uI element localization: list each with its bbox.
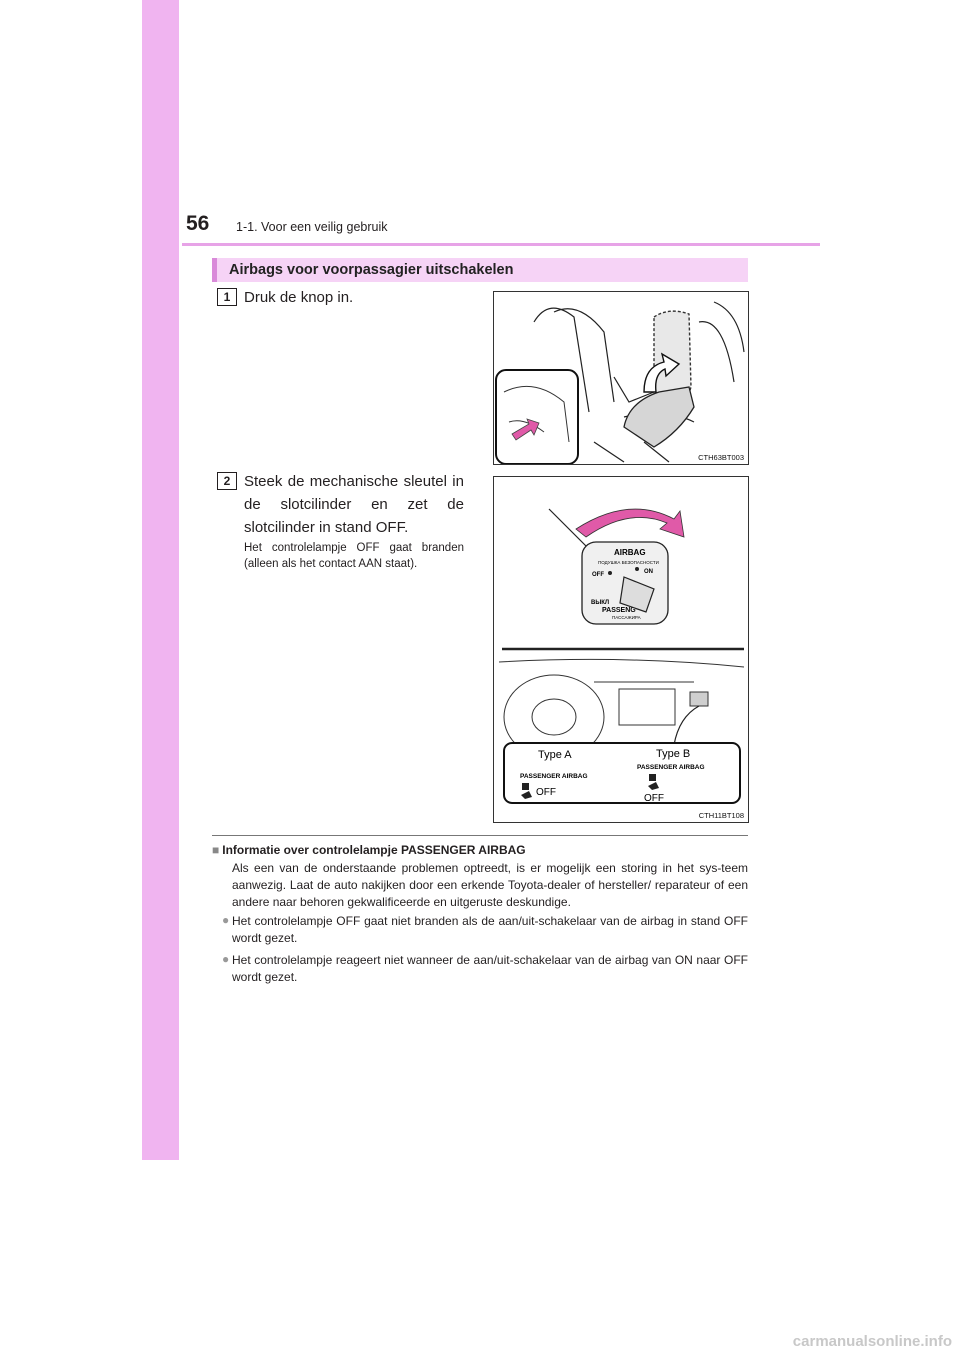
car-seats-illustration	[494, 292, 749, 465]
switch-passenger-ru-text: ПАССАЖИРА	[612, 615, 641, 620]
section-divider	[212, 835, 748, 836]
armrest	[624, 387, 694, 447]
chapter-title: 1-1. Voor een veilig gebruik	[236, 220, 388, 234]
step-1-text: Druk de knop in.	[244, 289, 354, 306]
figure-2-code: CTH11BT108	[698, 811, 744, 820]
header-rule	[182, 243, 820, 246]
figure-button-location	[493, 291, 749, 465]
type-a-off-text: OFF	[536, 787, 556, 798]
step-2-text: Steek de mechanische sleutel in de slotcilinder en zet de slotcilinder in stand OFF.	[244, 473, 464, 536]
info-heading-text: Informatie over controlelampje PASSENGER AIRBAG	[222, 843, 526, 857]
section-header	[212, 258, 748, 282]
circle-bullet-icon: ●	[222, 913, 230, 927]
section-title: Airbags voor voorpassagier uitschakelen	[229, 262, 514, 278]
square-bullet-icon: ■	[212, 843, 220, 857]
info-bullet-1: Het controlelampje OFF gaat niet branden als de aan/uit-schakelaar van de airbag in stand OFF wordt gezet.	[232, 914, 748, 945]
info-paragraph: Als een van de onderstaande problemen optreedt, is er mogelijk een storing in het sys-teem aanwezig. Laat de auto nakijken door een erkende Toyota-dealer of hersteller/ reparateur of een andere naar behoren gekwalificeerde en uitgeruste deskundige.	[232, 861, 748, 909]
switch-passenger-text: PASSENG	[602, 607, 636, 614]
center-display	[619, 689, 675, 725]
circle-bullet-icon: ●	[222, 952, 230, 966]
page-number: 56	[186, 212, 210, 235]
type-b-indicator-label: PASSENGER AIRBAG	[637, 764, 705, 771]
type-a-indicator-label: PASSENGER AIRBAG	[520, 773, 588, 780]
watermark: carmanualsonline.info	[792, 1333, 952, 1350]
switch-airbag-text: AIRBAG	[614, 548, 646, 557]
chapter-sidebar-tab	[142, 0, 179, 1160]
step-1-number: 1	[217, 288, 237, 306]
type-b-label: Type B	[656, 748, 691, 760]
info-heading	[212, 843, 526, 857]
type-a-label: Type A	[538, 749, 572, 761]
figure-switch-and-indicator	[493, 476, 749, 823]
switch-off-ru-text: ВЫКЛ	[591, 600, 610, 606]
switch-on-text: ON	[644, 569, 653, 575]
switch-illustration	[494, 477, 749, 823]
step-2-number: 2	[217, 472, 237, 490]
turn-arrow-icon	[576, 509, 684, 537]
switch-off-text: OFF	[592, 572, 604, 578]
info-bullet-2: Het controlelampje reageert niet wanneer de aan/uit-schakelaar van de airbag van ON naar OFF wordt gezet.	[232, 953, 748, 984]
switch-airbag-ru-text: ПОДУШКА БЕЗОПАСНОСТИ	[598, 560, 659, 565]
step-2-note: Het controlelampje OFF gaat branden (alleen als het contact AAN staat).	[244, 542, 464, 570]
indicator-location	[690, 692, 708, 706]
type-b-off-text: OFF	[644, 793, 664, 804]
figure-1-code: CTH63BT003	[698, 453, 744, 462]
